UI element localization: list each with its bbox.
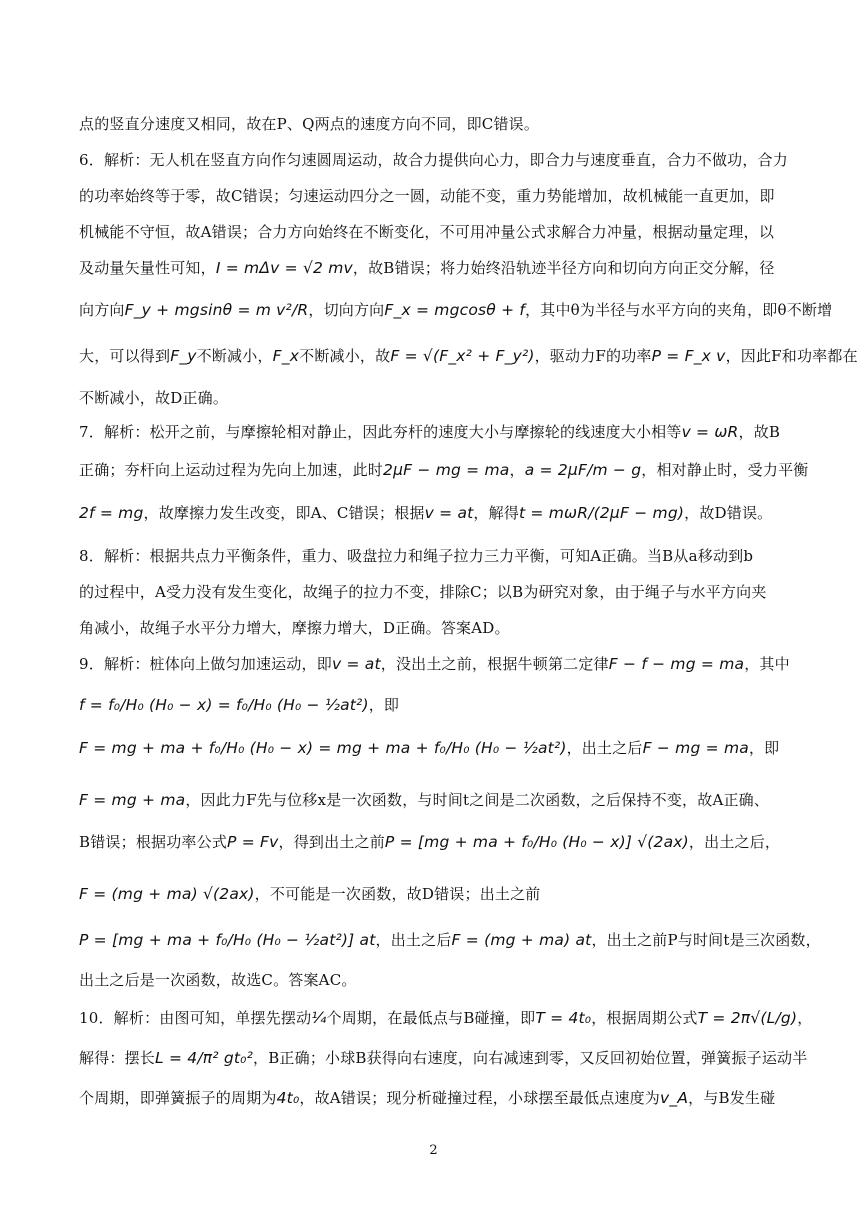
text-line — [79, 300, 832, 320]
line-text: ，故A错误；现分析碰撞过程，小球摆至最低点速度为 — [299, 1089, 661, 1107]
text-line — [79, 930, 821, 950]
formula: v = ωR — [681, 423, 739, 441]
line-text: ，故摩擦力发生改变，即A、C错误；根据 — [143, 504, 425, 522]
line-text: ， — [797, 1009, 813, 1027]
text-line — [79, 150, 788, 170]
line-text: 个周期，即弹簧振子的周期为 — [79, 1089, 277, 1107]
formula: ¼ — [311, 1009, 327, 1027]
line-text: ，即 — [748, 739, 780, 757]
formula: F = (mg + ma) √(2ax) — [79, 885, 255, 903]
line-text: 6．解析：无人机在竖直方向作匀速圆周运动，故合力提供向心力，即合力与速度垂直，合力不做功，合力 — [79, 151, 788, 169]
line-text: 的功率始终等于零，故C错误；匀速运动四分之一圆，动能不变，重力势能增加，故机械能一直更加，即 — [79, 187, 775, 205]
line-text: 大，可以得到 — [79, 347, 171, 365]
line-text: 角减小，故绳子水平分力增大，摩擦力增大，D正确。答案AD。 — [79, 619, 510, 637]
line-text: ，故B错误；将力始终沿轨迹半径方向和切向方向正交分解，径 — [352, 259, 775, 277]
line-text: ，因此F和功率都在 — [725, 347, 858, 365]
text-line — [79, 970, 357, 990]
line-text: ，故B — [738, 423, 781, 441]
line-text: 出土之后是一次函数，故选C。答案AC。 — [79, 971, 357, 989]
formula: f = f₀/H₀ (H₀ − x) = f₀/H₀ (H₀ − ½at²) — [79, 696, 369, 714]
line-text: ，因此力F先与位移x是一次函数，与时间t之间是二次函数，之后保持不变，故A正确、 — [185, 791, 770, 809]
text-line — [79, 388, 228, 408]
line-text: ，没出土之前，根据牛顿第二定律 — [380, 655, 609, 673]
line-text: 不断减小，故D正确。 — [79, 389, 229, 407]
line-text: ，出土之前P与时间t是三次函数， — [591, 931, 821, 949]
line-text: 的过程中，A受力没有发生变化，故绳子的拉力不变，排除C；以B为研究对象，由于绳子与水平方向夹 — [79, 583, 767, 601]
text-line — [79, 618, 510, 638]
text-line — [79, 1088, 775, 1108]
line-text: 不断减小，故 — [299, 347, 391, 365]
text-line — [79, 258, 775, 278]
text-line — [79, 832, 780, 852]
formula: P = F_x v — [651, 347, 726, 365]
text-line — [79, 346, 858, 366]
formula: F = (mg + ma) at — [451, 931, 592, 949]
line-text: 及动量矢量性可知， — [79, 259, 216, 277]
text-line — [79, 460, 808, 480]
line-text: ，出土之后 — [375, 931, 452, 949]
text-line — [79, 695, 399, 715]
formula: 2μF − mg = ma — [383, 461, 510, 479]
formula: F_y + mgsinθ = m v²/R — [124, 301, 309, 319]
formula: T = 2π√(L/g) — [697, 1009, 798, 1027]
line-text: ，相对静止时，受力平衡 — [641, 461, 809, 479]
line-text: ，与B发生碰 — [688, 1089, 776, 1107]
line-text: 8．解析：根据共点力平衡条件，重力、吸盘拉力和绳子拉力三力平衡，可知A正确。当B从a移动到b — [79, 547, 754, 565]
line-text: ，B正确；小球B获得向右速度，向右减速到零，又反回初始位置，弹簧振子运动半 — [253, 1049, 808, 1067]
text-line — [79, 1048, 807, 1068]
line-text: ，出土之后 — [566, 739, 643, 757]
line-text: 正确；夯杆向上运动过程为先向上加速，此时 — [79, 461, 384, 479]
text-line — [79, 582, 767, 602]
text-line — [79, 654, 790, 674]
line-text: ，出土之后， — [688, 833, 781, 851]
text-line — [79, 790, 769, 810]
page-number: 2 — [429, 1143, 438, 1158]
formula: a = 2μF/m − g — [524, 461, 642, 479]
line-text: 9．解析：桩体向上做匀加速运动，即 — [79, 655, 332, 673]
line-text: B错误；根据功率公式 — [79, 833, 228, 851]
line-text: ，根据周期公式 — [591, 1009, 698, 1027]
text-line — [79, 114, 539, 134]
text-line — [79, 1008, 812, 1028]
text-line — [79, 503, 772, 523]
line-text: 不断减小， — [196, 347, 273, 365]
formula: t = mωR/(2μF − mg) — [519, 504, 685, 522]
formula: P = [mg + ma + f₀/H₀ (H₀ − x)] √(2ax) — [384, 833, 689, 851]
text-line — [79, 884, 541, 904]
formula: F_x = mgcosθ + f — [384, 301, 526, 319]
formula: F_y — [170, 347, 197, 365]
formula: F_x — [272, 347, 300, 365]
formula: F = √(F_x² + F_y²) — [390, 347, 535, 365]
line-text: ， — [509, 461, 525, 479]
line-text: 10．解析：由图可知，单摆先摆动 — [79, 1009, 312, 1027]
formula: P = [mg + ma + f₀/H₀ (H₀ − ½at²)] at — [79, 931, 376, 949]
line-text: 解得：摆长 — [79, 1049, 156, 1067]
text-line — [79, 222, 774, 242]
formula: v = at — [331, 655, 381, 673]
line-text: 向方向 — [79, 301, 125, 319]
line-text: ，其中 — [744, 655, 790, 673]
line-text: ，即 — [368, 696, 400, 714]
formula: T = 4t₀ — [535, 1009, 592, 1027]
line-text: ，切向方向 — [308, 301, 385, 319]
line-text: ，解得 — [473, 504, 520, 522]
formula: I = mΔv = √2 mv — [215, 259, 353, 277]
formula: v = at — [424, 504, 474, 522]
line-text: 点的竖直分速度又相同，故在P、Q两点的速度方向不同，即C错误。 — [79, 115, 540, 133]
formula: P = Fv — [227, 833, 279, 851]
line-text: ，不可能是一次函数，故D错误；出土之前 — [254, 885, 541, 903]
formula: F − f − mg = ma — [608, 655, 745, 673]
formula: F = mg + ma — [79, 791, 186, 809]
formula: 4t₀ — [276, 1089, 300, 1107]
formula: v_A — [660, 1089, 689, 1107]
line-text: ，故D错误。 — [684, 504, 773, 522]
text-line — [79, 738, 779, 758]
text-line — [79, 186, 775, 206]
line-text: ，驱动力F的功率 — [534, 347, 652, 365]
formula: L = 4/π² gt₀² — [155, 1049, 253, 1067]
text-line — [79, 422, 780, 442]
line-text: 个周期，在最低点与B碰撞，即 — [326, 1009, 536, 1027]
line-text: 机械能不守恒，故A错误；合力方向始终在不断变化，不可用冲量公式求解合力冲量，根据动量定理，以 — [79, 223, 775, 241]
formula: 2f = mg — [79, 504, 144, 522]
formula: F − mg = ma — [642, 739, 749, 757]
line-text: ，其中θ为半径与水平方向的夹角，即θ不断增 — [525, 301, 833, 319]
line-text: 7．解析：松开之前，与摩擦轮相对静止，因此夯杆的速度大小与摩擦轮的线速度大小相等 — [79, 423, 682, 441]
line-text: ，得到出土之前 — [278, 833, 385, 851]
formula: F = mg + ma + f₀/H₀ (H₀ − x) = mg + ma + f₀/H₀ (H₀ − ½at²) — [79, 739, 567, 757]
text-line — [79, 546, 753, 566]
